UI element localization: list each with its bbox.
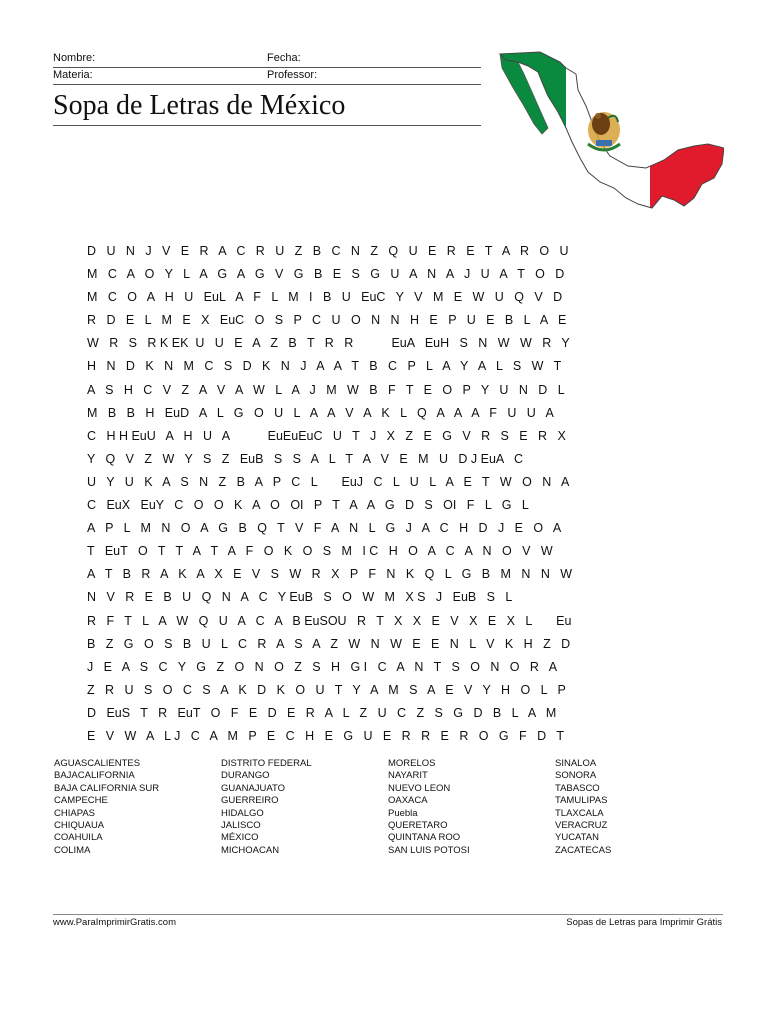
word-list-item: GUERREIRO <box>221 795 279 807</box>
word-list-item: NAYARIT <box>388 770 428 782</box>
word-list-item: MICHOACAN <box>221 844 280 856</box>
nombre-label: Nombre: <box>53 52 96 64</box>
grid-row-letters: Y Q V Z W Y S Z EuB S S A L T A V E M U D J EuA C <box>87 451 524 466</box>
grid-row-letters: N V R E B U Q N A C Y EuB S O W M X S J EuB S L <box>87 590 513 605</box>
footer-divider <box>53 914 723 915</box>
grid-row-letters: C H H EuU A H U A EuEuEuC U T J X Z E G V R S E R X <box>87 428 566 443</box>
grid-row-letters: M C A O Y L A G A G V G B E S G U A N A J U A T O D <box>87 267 565 282</box>
grid-row-letters: A P L M N O A G B Q T V F A N L G J A C H D J E O A <box>87 521 562 536</box>
grid-row-letters: U Y U K A S N Z B A P C L EuJ C L U L A E T W O N A <box>87 474 570 489</box>
word-list-item: HIDALGO <box>221 807 264 819</box>
grid-row-letters: M C O A H U EuL A F L M I B U EuC Y V M E W U Q V D <box>87 290 563 305</box>
word-list-item: YUCATAN <box>555 832 599 844</box>
word-list-item: TABASCO <box>555 782 600 794</box>
materia-label: Materia: <box>53 69 93 81</box>
word-list-item: MÉXICO <box>221 832 259 844</box>
word-list-item: MORELOS <box>388 758 436 769</box>
word-list-item: TAMULIPAS <box>555 795 608 807</box>
word-list-item: CHIQUAUA <box>54 820 105 832</box>
word-list-item: AGUASCALIENTES <box>54 758 141 769</box>
word-list-item: ZACATECAS <box>555 844 612 856</box>
word-list-item: NUEVO LEON <box>388 782 451 794</box>
word-list-item: GUANAJUATO <box>221 782 286 794</box>
grid-row-letters: A S H C V Z A V A W L A J M W B F T E O P Y U N D L <box>87 382 565 397</box>
grid-row-letters: D U N J V E R A C R U Z B C N Z Q U E R E T A R O U <box>87 244 569 258</box>
fecha-label: Fecha: <box>267 52 301 64</box>
word-list-item: COLIMA <box>54 844 91 856</box>
word-list-item: DISTRITO FEDERAL <box>221 758 312 769</box>
word-list-item: OAXACA <box>388 795 428 807</box>
word-list-column-2 <box>221 758 312 857</box>
grid-row-letters: R F T L A W Q U A C A B EuSOU R T X X E V X E X L Eu <box>87 613 572 628</box>
word-list-item: QUERETARO <box>388 820 448 832</box>
word-list-item: SONORA <box>555 770 597 782</box>
word-list-item: Puebla <box>388 807 418 819</box>
word-list-item: CAMPECHE <box>54 795 108 807</box>
mexico-flag-map-icon <box>488 48 724 212</box>
materia-line <box>53 84 481 85</box>
word-list-item: JALISCO <box>221 820 261 832</box>
word-list-column-4 <box>555 758 611 857</box>
word-list-item: QUINTANA ROO <box>388 832 461 844</box>
grid-row-letters: A T B R A K A X E V S W R X P F N K Q L G B M N N W <box>87 567 573 582</box>
grid-row-letters: H N D K N M C S D K N J A A T B C P L A Y A L S W T <box>87 359 562 374</box>
footer-caption: Sopas de Letras para Imprimir Grátis <box>566 917 722 928</box>
word-list-column-3 <box>388 758 470 857</box>
grid-row-letters: J E A S C Y G Z O N O Z S H G I C A N T S O N O R A <box>87 659 558 674</box>
word-list-item: TLAXCALA <box>555 807 604 819</box>
word-list-column-1 <box>54 758 159 857</box>
grid-row-letters: T EuT O T T A T A F O K O S M I C H O A C A N O V W <box>87 544 553 559</box>
word-list-item: COAHUILA <box>54 832 103 844</box>
grid-row-letters: D EuS T R EuT O F E D E R A L Z U C Z S G D B L A M <box>87 705 557 720</box>
grid-row-letters: B Z G O S B U L C R A S A Z W N W E E N L V K H Z D <box>87 636 571 651</box>
word-list-item: CHIAPAS <box>54 807 96 819</box>
page-title: Sopa de Letras de México <box>53 90 346 121</box>
word-list-item: BAJACALIFORNIA <box>54 770 135 782</box>
nombre-line <box>53 67 481 68</box>
grid-row-letters: W R S R K EK U U E A Z B T R R EuA EuH S N W W R Y <box>87 336 570 351</box>
word-list-item: SAN LUIS POTOSI <box>388 844 470 856</box>
professor-label: Professor: <box>267 69 318 81</box>
grid-row-letters: C EuX EuY C O O K A O OI P T A A G D S OI F L G L <box>87 498 529 513</box>
word-list-item: DURANGO <box>221 770 270 782</box>
grid-row-letters: R D E L M E X EuC O S P C U O N N H E P U E B L A E <box>87 313 567 328</box>
grid-row-letters: M B B H EuD A L G O U L A A V A K L Q A A A F U U A <box>87 405 554 420</box>
word-list-item: BAJA CALIFORNIA SUR <box>54 782 160 794</box>
title-underline <box>53 125 481 126</box>
word-list-item: VERACRUZ <box>555 820 608 832</box>
footer-website-link[interactable]: www.ParaImprimirGratis.com <box>53 917 176 928</box>
grid-row-letters: Z R U S O C S A K D K O U T Y A M S A E V Y H O L P <box>87 682 566 697</box>
grid-row-letters: E V W A L J C A M P E C H E G U E R R E R O G F D T <box>87 728 564 743</box>
word-list-item: SINALOA <box>555 758 597 769</box>
